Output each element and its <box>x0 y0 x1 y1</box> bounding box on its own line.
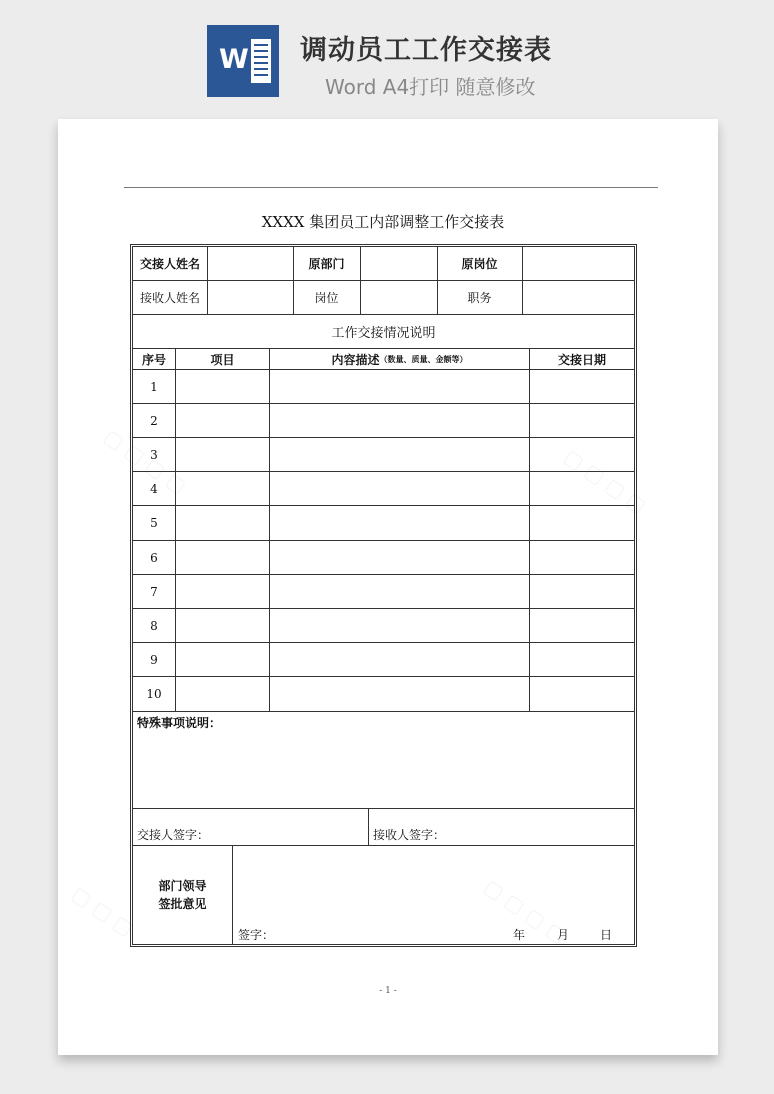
row-number: 5 <box>150 516 158 530</box>
word-icon <box>207 25 279 97</box>
original-position-field[interactable] <box>523 247 634 280</box>
year-label: 年 <box>512 927 525 942</box>
word-icon-letter: W <box>219 44 249 75</box>
section-title: 工作交接情况说明 <box>331 326 436 341</box>
special-notes-label: 特殊事项说明： <box>137 715 222 730</box>
banner-title: 调动员工工作交接表 <box>300 35 552 66</box>
handover-table <box>130 244 637 947</box>
duty-field[interactable] <box>523 281 634 314</box>
handover-name-field[interactable] <box>208 247 293 280</box>
row-number: 7 <box>150 584 158 599</box>
receiver-signature-label: 接收人签字： <box>373 827 446 842</box>
original-position-label: 原岗位 <box>461 257 498 271</box>
banner-subtitle: Word A4打印 随意修改 <box>325 75 536 99</box>
watermark <box>67 881 138 940</box>
document-title: XXXX 集团员工内部调整工作交接表 <box>261 213 505 231</box>
row-number: 3 <box>150 447 158 462</box>
column-header-desc-note: （数量、质量、金额等） <box>379 354 468 364</box>
receiver-name-label: 接收人姓名 <box>139 291 200 305</box>
row-number: 10 <box>146 687 162 701</box>
column-header-item: 项目 <box>210 352 235 367</box>
row-number: 1 <box>150 379 158 394</box>
row-number: 2 <box>150 413 158 428</box>
column-header-seq: 序号 <box>141 352 166 367</box>
leader-label-line1: 部门领导 <box>158 878 207 893</box>
position-field[interactable] <box>361 281 437 314</box>
document-page <box>58 119 718 1055</box>
handover-name-label: 交接人姓名 <box>139 257 200 271</box>
column-header-desc-text: 内容描述 <box>331 352 380 367</box>
banner <box>0 0 774 118</box>
header-rule <box>124 187 658 188</box>
duty-label: 职务 <box>467 291 492 305</box>
special-notes-field[interactable] <box>133 733 634 808</box>
row-number: 6 <box>150 550 158 565</box>
leader-opinion-field[interactable] <box>233 846 634 922</box>
day-label: 日 <box>599 927 612 942</box>
handover-signature-label: 交接人签字： <box>137 827 210 842</box>
word-icon-lines <box>251 39 271 83</box>
row-number: 4 <box>150 481 158 496</box>
month-label: 月 <box>556 927 569 942</box>
row-number: 9 <box>150 652 158 667</box>
leader-label-line2: 签批意见 <box>158 896 207 911</box>
position-label: 岗位 <box>314 291 339 305</box>
leader-sign-label: 签字： <box>238 927 275 942</box>
column-header-date: 交接日期 <box>557 352 606 367</box>
original-department-label: 原部门 <box>308 257 345 271</box>
receiver-name-field[interactable] <box>208 281 293 314</box>
page-number: - 1 - <box>379 986 397 996</box>
column-header-desc <box>270 349 529 369</box>
original-department-field[interactable] <box>361 247 437 280</box>
row-number: 8 <box>150 618 158 633</box>
